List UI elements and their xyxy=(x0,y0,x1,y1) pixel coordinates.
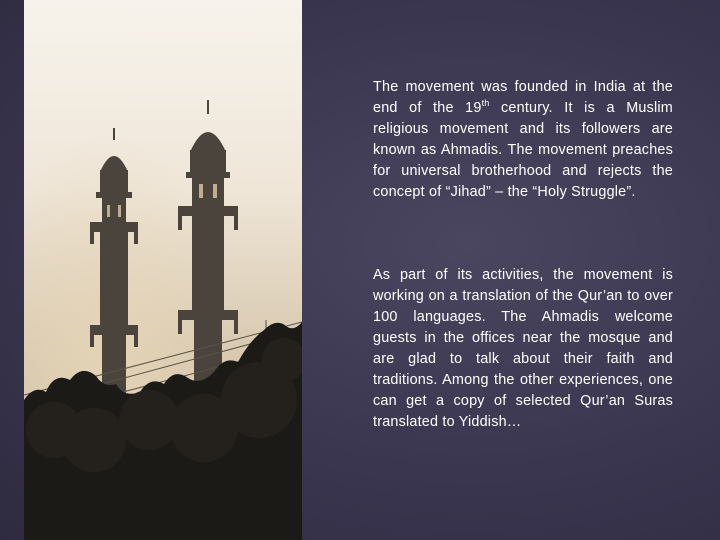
paragraph-history-part1: The movement was founded in India at the end of the 19 xyxy=(373,79,673,116)
mosque-minarets-photo xyxy=(24,0,302,540)
ordinal-suffix: th xyxy=(481,98,490,109)
paragraph-history-part2: century. It is a Muslim religious movement and its followers are known as Ahmadis. The movement preaches for universal brotherhood and rejects the concept of “Jihad” – the “Holy Struggle”. xyxy=(373,100,673,200)
paragraph-activities: As part of its activities, the movement is working on a translation of the Qur’an to over 100 languages. The Ahmadis welcome guests in the offices near the mosque and are glad to talk about their faith and traditions. Among the other experiences, one can get a copy of selected Qur’an Suras translated to Yiddish… xyxy=(373,267,673,430)
paragraph-history xyxy=(373,77,673,203)
